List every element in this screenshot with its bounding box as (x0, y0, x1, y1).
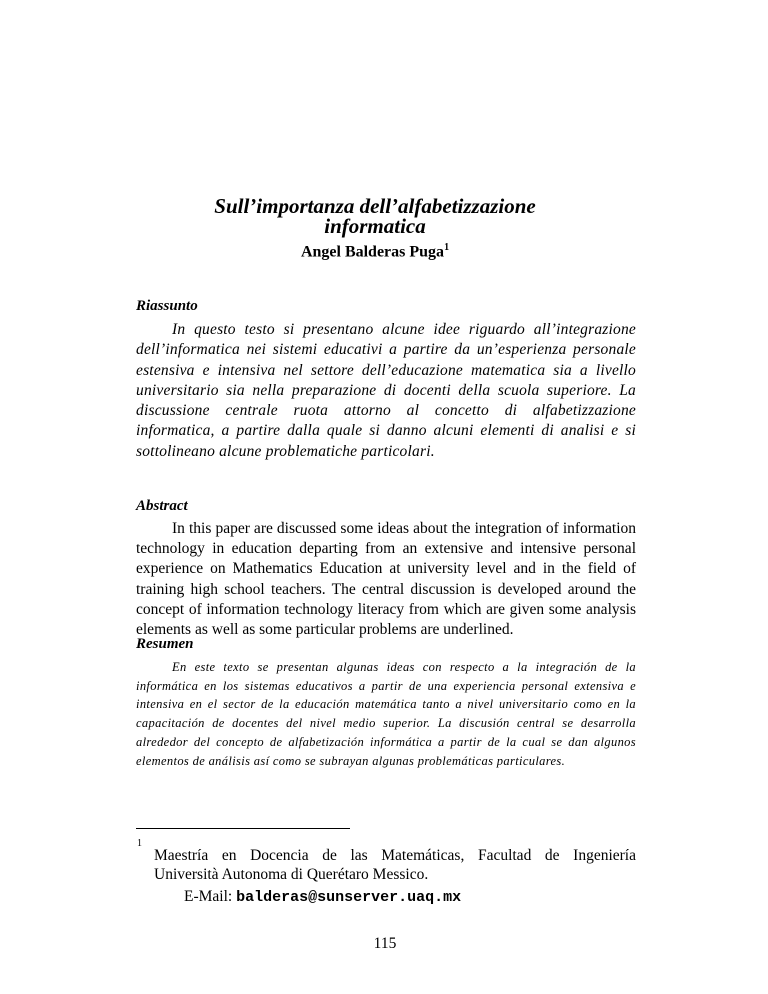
author-line (160, 242, 590, 261)
author-footnote-ref: 1 (444, 242, 450, 253)
abstract-heading: Abstract (136, 498, 188, 514)
footnote-mark: 1 (137, 838, 142, 849)
abstract-body: In this paper are discussed some ideas about the integration of information technology in education departing from an extensive and intensive personal experience on Mathematics Education at university level and in the field of training high school teachers. The central discussion is developed around the concept of information technology literacy from which are given some analysis elements as well as some particular problems are underlined. (136, 520, 636, 639)
title-line-1: Sull’importanza dell’alfabetizzazione (214, 194, 536, 218)
paper-title (160, 196, 590, 236)
resumen-body: En este texto se presentan algunas ideas con respecto a la integración de la informática en los sistemas educativos a partir de una experiencia personal extensiva e intensiva en el sector de la educación matemática tanto a nivel universitario como en la capacitación de docentes del nivel medio superior. La discusión central se desarrolla alrededor del concepto de alfabetización informática a partir de la cual se dan algunos elementos de análisis así como se subrayan algunas problemáticas particulares. (136, 660, 636, 768)
email-label: E-Mail: (184, 888, 233, 905)
page-number: 115 (373, 935, 397, 952)
footnote-divider (136, 828, 350, 829)
email-address: balderas@sunserver.uaq.mx (236, 889, 462, 906)
footnote-affiliation-line-1: Maestría en Docencia de las Matemáticas, Facultad de Ingeniería (154, 847, 636, 864)
footnote-email (184, 888, 461, 906)
resumen-heading: Resumen (136, 636, 194, 652)
author-name: Angel Balderas Puga (300, 243, 445, 261)
footnote-affiliation (154, 846, 636, 884)
title-line-2: informatica (324, 214, 426, 238)
riassunto-body: In questo testo si presentano alcune idee riguardo all’integrazione dell’informatica nei sistemi educativi a partire da un’esperienza personale estensiva e intensiva nel settore dell’educazione matematica sia a livello universitario sia nella preparazione di docenti della scuola superiore. La discussione centrale ruota attorno al concetto di alfabetizzazione informatica, a partire dalla quale si danno alcuni elementi di analisi e si sottolineano alcune problematiche particolari. (136, 321, 636, 460)
footnote-affiliation-line-2: Università Autonoma di Querétaro Messico. (154, 866, 429, 883)
riassunto-heading: Riassunto (136, 298, 198, 314)
